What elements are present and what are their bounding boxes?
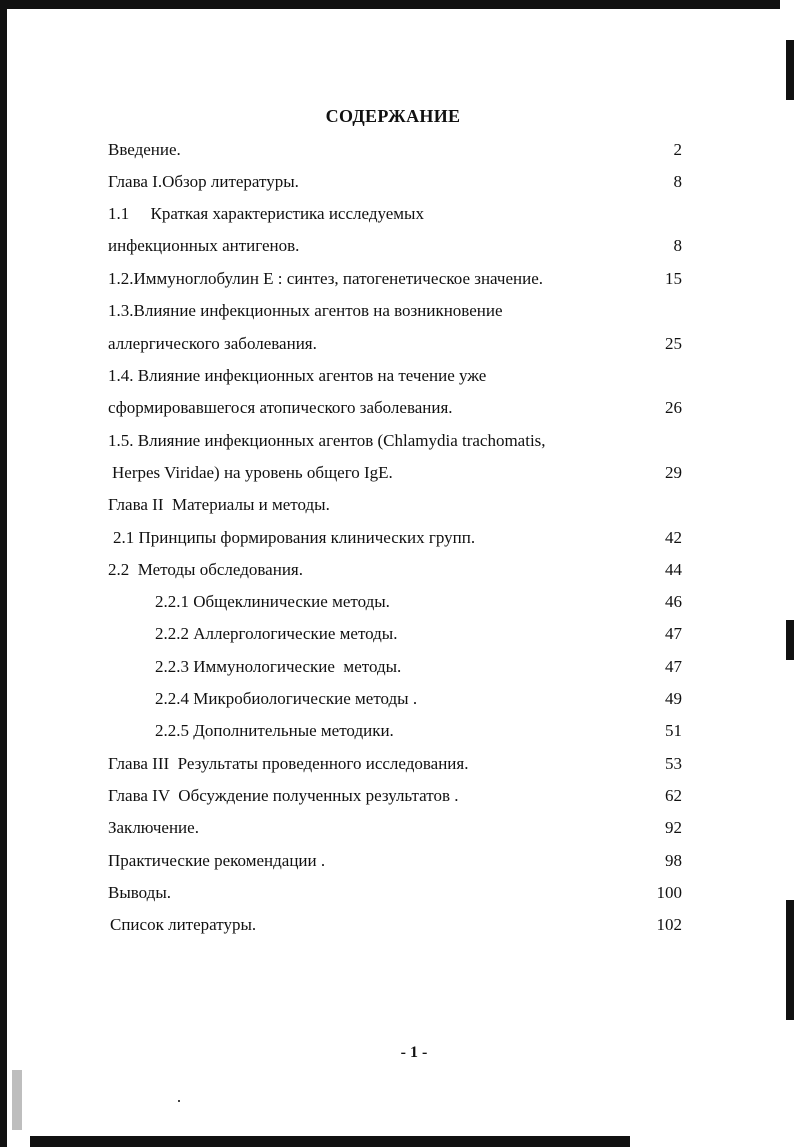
toc-entry-page: 100: [656, 883, 682, 902]
toc-entry-text: Глава I.Обзор литературы.: [108, 172, 299, 191]
page-title: СОДЕРЖАНИЕ: [325, 106, 461, 126]
toc-entry-text: Herpes Viridae) на уровень общего IgE.: [112, 463, 393, 482]
toc-entry-page: 92: [665, 818, 682, 837]
scan-border-left: [0, 0, 7, 1147]
toc-entry-text: сформировавшегося атопического заболевания.: [108, 398, 453, 417]
toc-entry-page: 29: [665, 463, 682, 482]
toc-entry-text: 2.2 Методы обследования.: [108, 560, 303, 579]
toc-entry-page: 15: [665, 269, 682, 288]
toc-entry-text: Глава IV Обсуждение полученных результатов .: [108, 786, 459, 805]
scan-border-right: [786, 900, 794, 1020]
scan-artifact: [12, 1070, 22, 1130]
toc-entry-page: 51: [665, 721, 682, 740]
toc-entry-text: Глава III Результаты проведенного исследования.: [108, 754, 469, 773]
toc-entry-text: 2.2.3 Иммунологические методы.: [155, 657, 402, 676]
toc-entry-text: Практические рекомендации .: [108, 851, 326, 870]
toc-entry-page: 98: [665, 851, 682, 870]
scan-border-right: [786, 40, 794, 100]
toc-entry-text: 2.2.5 Дополнительные методики.: [155, 721, 394, 740]
toc-entry-page: 2: [673, 140, 682, 159]
scan-border-bottom: [30, 1136, 630, 1147]
toc-entry-page: 62: [665, 786, 682, 805]
toc-entry-page: 25: [665, 334, 682, 353]
toc-entry-text: Заключение.: [108, 818, 199, 837]
toc-entry-text: 1.1 Краткая характеристика исследуемых: [108, 204, 424, 223]
toc-entry-text: Введение.: [108, 140, 181, 159]
toc-entry-text: Выводы.: [108, 883, 172, 902]
toc-entry-text: 1.5. Влияние инфекционных агентов (Chlamydia trachomatis,: [108, 431, 546, 450]
toc-entry-text: 1.2.Иммуноглобулин Е : синтез, патогенетическое значение.: [108, 269, 544, 288]
toc-entry-text: 1.4. Влияние инфекционных агентов на течение уже: [108, 366, 487, 385]
toc-entry-page: 53: [665, 754, 682, 773]
toc-entry-page: 26: [665, 398, 682, 417]
toc-entry-text: 2.2.4 Микробиологические методы .: [155, 689, 418, 708]
toc-entry-page: 44: [665, 560, 682, 579]
toc-entry-page: 42: [665, 528, 682, 547]
toc-entry-page: 47: [665, 657, 682, 676]
toc-entry-page: 8: [673, 236, 682, 255]
toc-entry-text: Глава II Материалы и методы.: [108, 495, 330, 514]
toc-entry-text: 2.1 Принципы формирования клинических групп.: [113, 528, 476, 547]
scan-border-right: [786, 620, 794, 660]
toc-entry-text: инфекционных антигенов.: [108, 236, 300, 255]
toc-entry-page: 46: [665, 592, 682, 611]
toc-entry-page: 47: [665, 624, 682, 643]
toc-entry-page: 8: [673, 172, 682, 191]
scan-artifact: [178, 1100, 180, 1102]
toc-entry-text: 2.2.2 Аллергологические методы.: [155, 624, 398, 643]
page-number: - 1 -: [400, 1044, 428, 1061]
scan-border-top: [0, 0, 780, 9]
toc-entry-text: аллергического заболевания.: [108, 334, 317, 353]
toc-entry-page: 49: [665, 689, 682, 708]
toc-entry-text: 1.3.Влияние инфекционных агентов на возникновение: [108, 301, 503, 320]
toc-entry-text: 2.2.1 Общеклинические методы.: [155, 592, 390, 611]
toc-entry-page: 102: [656, 915, 682, 934]
toc-entry-text: Список литературы.: [110, 915, 257, 934]
